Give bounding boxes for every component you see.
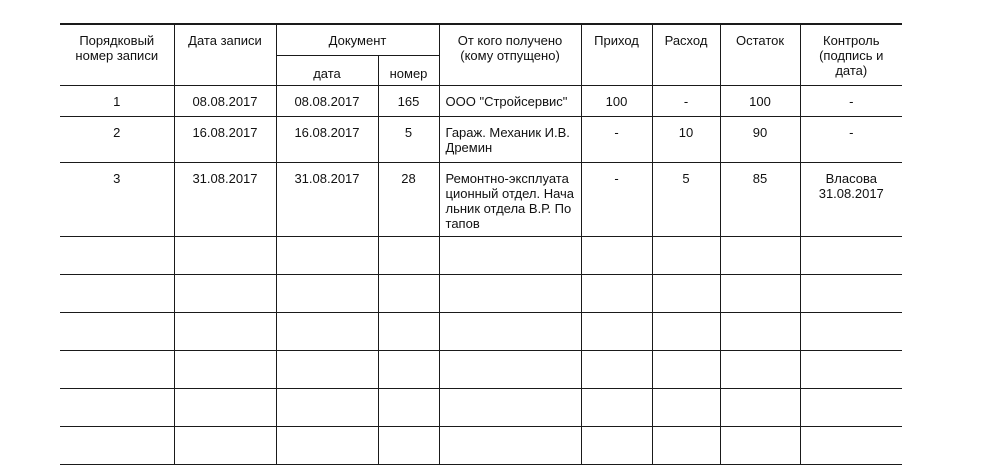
header-balance: Остаток	[720, 24, 800, 86]
cell-control: Власова 31.08.2017	[800, 163, 902, 237]
cell-expense: 10	[652, 117, 720, 163]
empty-row	[60, 351, 902, 389]
table-row	[60, 86, 902, 117]
cell-record-date: 16.08.2017	[174, 117, 276, 163]
cell-control: -	[800, 117, 902, 163]
cell-doc-number: 28	[378, 163, 439, 237]
cell-record-no: 1	[60, 86, 174, 117]
header-doc-number: номер	[378, 56, 439, 86]
cell-record-no: 2	[60, 117, 174, 163]
header-document: Документ	[276, 24, 439, 56]
cell-control: -	[800, 86, 902, 117]
cell-income: -	[581, 117, 652, 163]
cell-from-whom: Ремонтно-эксплуата ционный отдел. Начальник отдела В.Р. Потапов	[439, 163, 581, 237]
cell-expense: 5	[652, 163, 720, 237]
cell-income: -	[581, 163, 652, 237]
empty-row	[60, 313, 902, 351]
header-from-whom: От кого получено (кому отпущено)	[439, 24, 581, 86]
header-record-no: Порядковый номер записи	[60, 24, 174, 86]
cell-doc-number: 5	[378, 117, 439, 163]
cell-balance: 100	[720, 86, 800, 117]
header-expense: Расход	[652, 24, 720, 86]
empty-row	[60, 275, 902, 313]
ledger-table	[60, 23, 902, 465]
table-row	[60, 163, 902, 237]
cell-doc-number: 165	[378, 86, 439, 117]
header-doc-date: дата	[276, 56, 378, 86]
cell-balance: 90	[720, 117, 800, 163]
empty-row	[60, 427, 902, 465]
cell-income: 100	[581, 86, 652, 117]
cell-expense: -	[652, 86, 720, 117]
cell-record-date: 31.08.2017	[174, 163, 276, 237]
header-row	[60, 24, 902, 56]
empty-row	[60, 389, 902, 427]
cell-doc-date: 08.08.2017	[276, 86, 378, 117]
cell-record-no: 3	[60, 163, 174, 237]
empty-row	[60, 237, 902, 275]
cell-doc-date: 31.08.2017	[276, 163, 378, 237]
header-control: Контроль (подпись и дата)	[800, 24, 902, 86]
header-record-date: Дата записи	[174, 24, 276, 86]
cell-from-whom: Гараж. Механик И.В. Дремин	[439, 117, 581, 163]
table-row	[60, 117, 902, 163]
cell-from-whom: ООО "Стройсервис"	[439, 86, 581, 117]
cell-record-date: 08.08.2017	[174, 86, 276, 117]
cell-balance: 85	[720, 163, 800, 237]
cell-doc-date: 16.08.2017	[276, 117, 378, 163]
header-income: Приход	[581, 24, 652, 86]
